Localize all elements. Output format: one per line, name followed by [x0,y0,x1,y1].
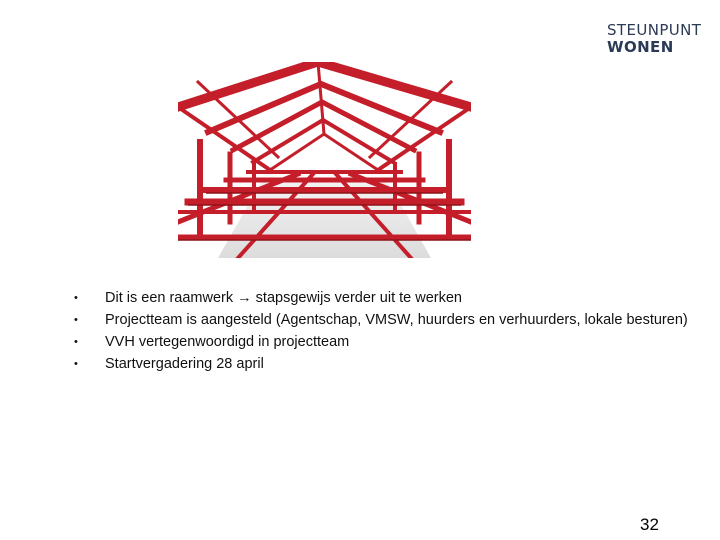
logo-line-2: WONEN [607,38,674,56]
bullet-text: Projectteam is aangesteld (Agentschap, VMSW, huurders en verhuurders, lokale besturen) [105,312,688,328]
page-number: 32 [640,515,659,534]
bullet-symbol: • [74,314,78,326]
bullet-text: VVH vertegenwoordigd in projectteam [105,334,350,350]
bullet-item [74,311,694,329]
bullet-item [74,289,694,307]
logo-line-1: STEUNPUNT [607,21,702,39]
steunpunt-wonen-logo [607,22,701,56]
bullet-symbol: • [74,292,78,304]
bullet-list [74,289,694,377]
bullet-symbol: • [74,336,78,348]
bullet-text: Startvergadering 28 april [105,356,264,372]
bullet-text: Dit is een raamwerk → stapsgewijs verder uit te werken [105,290,462,306]
bullet-item [74,355,694,373]
steel-frame-image [178,62,471,258]
bullet-item [74,333,694,351]
bullet-symbol: • [74,358,78,370]
